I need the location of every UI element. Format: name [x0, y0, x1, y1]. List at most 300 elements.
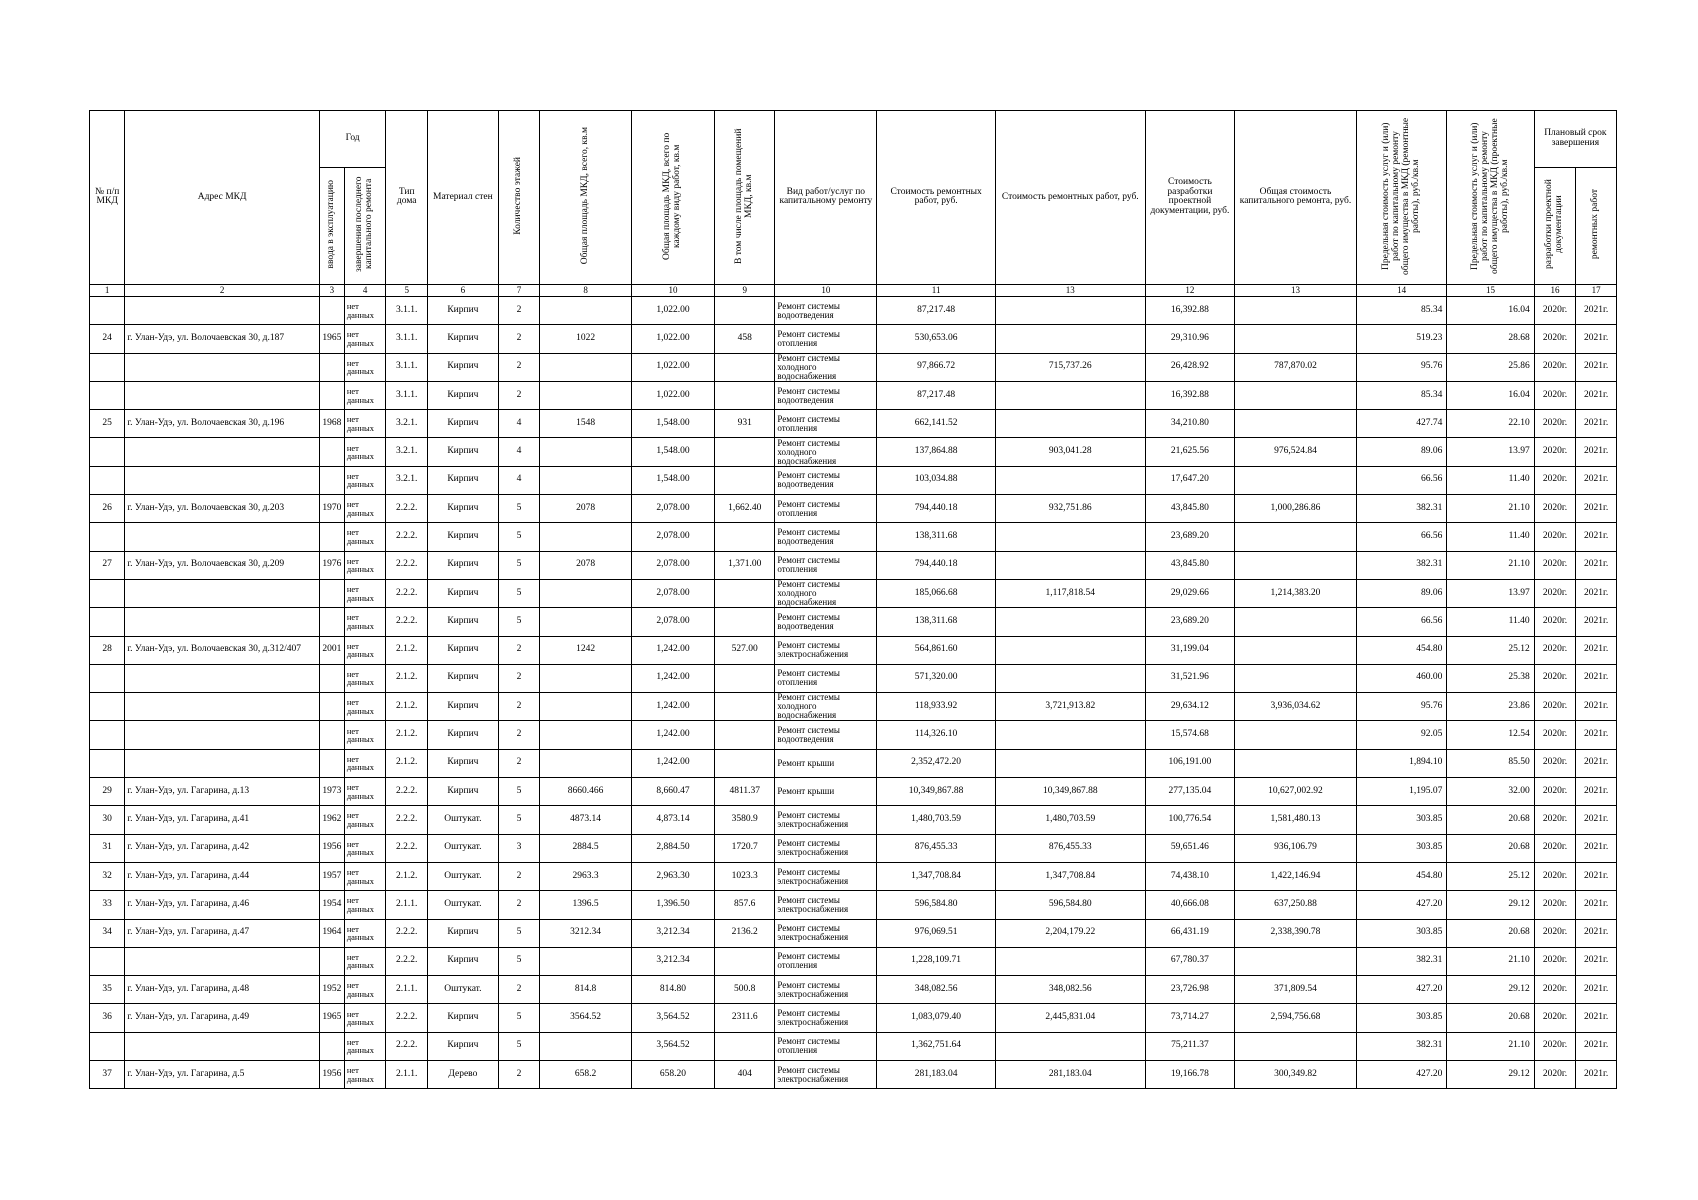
row-address [125, 353, 320, 381]
header-deadline-repair-text: ремонтных работ [1590, 188, 1601, 260]
header-total-area-text: Общая площадь МКД, всего, кв.м [579, 126, 590, 265]
header-deadline-repair [1576, 168, 1617, 285]
row-floors: 5 [498, 523, 540, 551]
row-house-type: 2.1.2. [386, 664, 428, 692]
row-living-area [715, 1032, 775, 1060]
row-floors: 2 [498, 353, 540, 381]
row-wall-material: Кирпич [428, 636, 499, 664]
row-repair-cost-total [995, 749, 1145, 777]
row-num [90, 381, 125, 409]
row-year-last-repair: нет данных [344, 438, 386, 466]
row-house-type: 2.1.2. [386, 862, 428, 890]
row-design-cost: 26,428.92 [1145, 353, 1234, 381]
row-area-per-work: 1,548.00 [631, 466, 714, 494]
row-address: г. Улан-Удэ, ул. Гагарина, д.49 [125, 1004, 320, 1032]
row-area-per-work: 2,078.00 [631, 495, 714, 523]
row-design-cost: 75,211.37 [1145, 1032, 1234, 1060]
row-address: г. Улан-Удэ, ул. Гагарина, д.42 [125, 834, 320, 862]
row-num: 35 [90, 976, 125, 1004]
row-address [125, 608, 320, 636]
row-num: 37 [90, 1060, 125, 1088]
row-work-type: Ремонт крыши [775, 778, 877, 806]
row-work-type: Ремонт системы отопления [775, 325, 877, 353]
row-year-last-repair: нет данных [344, 410, 386, 438]
table-row [90, 947, 1617, 975]
row-deadline-design: 2020г. [1534, 438, 1576, 466]
row-address: г. Улан-Удэ, ул. Гагарина, д.41 [125, 806, 320, 834]
column-number: 5 [386, 284, 428, 296]
row-total-area: 2078 [540, 495, 632, 523]
row-year-commission: 2001 [319, 636, 344, 664]
row-repair-cost-total [995, 664, 1145, 692]
row-repair-cost: 281,183.04 [877, 1060, 996, 1088]
row-year-commission [319, 693, 344, 721]
row-living-area: 458 [715, 325, 775, 353]
row-limit-design: 23.86 [1447, 693, 1534, 721]
row-work-type: Ремонт системы электроснабжения [775, 919, 877, 947]
row-num: 26 [90, 495, 125, 523]
header-limit-repair-text: Предельная стоимость услуг и (или) работ по капитальному ремонту общего имущества в МКД (ремонтные работы), руб./кв.м [1380, 116, 1421, 275]
row-floors: 5 [498, 806, 540, 834]
row-design-cost: 59,651.46 [1145, 834, 1234, 862]
row-house-type: 2.2.2. [386, 919, 428, 947]
row-floors: 2 [498, 891, 540, 919]
row-total-area: 4873.14 [540, 806, 632, 834]
row-repair-cost-total [995, 523, 1145, 551]
row-design-cost: 31,521.96 [1145, 664, 1234, 692]
row-wall-material: Кирпич [428, 523, 499, 551]
row-limit-design: 85.50 [1447, 749, 1534, 777]
row-living-area: 404 [715, 1060, 775, 1088]
row-year-commission: 1965 [319, 325, 344, 353]
row-total-area [540, 693, 632, 721]
row-year-last-repair: нет данных [344, 353, 386, 381]
row-house-type: 2.1.2. [386, 749, 428, 777]
row-living-area: 500.8 [715, 976, 775, 1004]
row-address [125, 438, 320, 466]
column-number: 7 [498, 284, 540, 296]
table-row [90, 749, 1617, 777]
row-work-type: Ремонт системы холодного водоснабжения [775, 438, 877, 466]
row-repair-cost-total: 2,204,179.22 [995, 919, 1145, 947]
row-floors: 5 [498, 551, 540, 579]
row-year-commission [319, 438, 344, 466]
row-repair-cost-total: 10,349,867.88 [995, 778, 1145, 806]
row-living-area: 2136.2 [715, 919, 775, 947]
row-area-per-work: 3,564.52 [631, 1032, 714, 1060]
row-deadline-design: 2020г. [1534, 1004, 1576, 1032]
row-limit-repair: 85.34 [1356, 381, 1446, 409]
row-deadline-repair: 2021г. [1576, 466, 1617, 494]
row-repair-cost: 87,217.48 [877, 296, 996, 324]
row-repair-cost: 137,864.88 [877, 438, 996, 466]
column-number: 14 [1356, 284, 1446, 296]
repair-table [89, 110, 1617, 1089]
column-number: 4 [344, 284, 386, 296]
row-num [90, 947, 125, 975]
row-wall-material: Оштукат. [428, 834, 499, 862]
row-year-last-repair: нет данных [344, 1060, 386, 1088]
row-floors: 2 [498, 976, 540, 1004]
row-total-area [540, 579, 632, 607]
row-work-type: Ремонт крыши [775, 749, 877, 777]
row-deadline-repair: 2021г. [1576, 381, 1617, 409]
row-work-type: Ремонт системы электроснабжения [775, 976, 877, 1004]
row-repair-cost-total: 1,480,703.59 [995, 806, 1145, 834]
row-limit-repair: 1,195.07 [1356, 778, 1446, 806]
row-living-area: 4811.37 [715, 778, 775, 806]
row-deadline-design: 2020г. [1534, 806, 1576, 834]
row-total-cost [1235, 410, 1357, 438]
row-area-per-work: 1,022.00 [631, 296, 714, 324]
row-limit-repair: 427.20 [1356, 891, 1446, 919]
row-repair-cost-total [995, 466, 1145, 494]
row-work-type: Ремонт системы водоотведения [775, 466, 877, 494]
row-area-per-work: 4,873.14 [631, 806, 714, 834]
row-total-cost: 3,936,034.62 [1235, 693, 1357, 721]
row-address [125, 523, 320, 551]
row-year-commission [319, 664, 344, 692]
row-deadline-design: 2020г. [1534, 551, 1576, 579]
row-area-per-work: 1,396.50 [631, 891, 714, 919]
row-house-type: 2.1.1. [386, 891, 428, 919]
row-year-last-repair: нет данных [344, 636, 386, 664]
row-design-cost: 66,431.19 [1145, 919, 1234, 947]
row-limit-repair: 303.85 [1356, 834, 1446, 862]
row-deadline-design: 2020г. [1534, 664, 1576, 692]
row-floors: 4 [498, 466, 540, 494]
row-year-last-repair: нет данных [344, 579, 386, 607]
row-house-type: 2.2.2. [386, 495, 428, 523]
header-wall-material: Материал стен [428, 111, 499, 285]
row-deadline-design: 2020г. [1534, 636, 1576, 664]
row-area-per-work: 3,564.52 [631, 1004, 714, 1032]
column-number: 16 [1534, 284, 1576, 296]
row-area-per-work: 2,078.00 [631, 579, 714, 607]
row-num: 33 [90, 891, 125, 919]
row-wall-material: Кирпич [428, 947, 499, 975]
row-area-per-work: 3,212.34 [631, 947, 714, 975]
row-limit-repair: 427.20 [1356, 1060, 1446, 1088]
row-repair-cost-total: 932,751.86 [995, 495, 1145, 523]
row-year-last-repair: нет данных [344, 381, 386, 409]
row-year-last-repair: нет данных [344, 495, 386, 523]
row-limit-repair: 303.85 [1356, 1004, 1446, 1032]
row-living-area [715, 947, 775, 975]
row-wall-material: Кирпич [428, 749, 499, 777]
row-design-cost: 34,210.80 [1145, 410, 1234, 438]
row-deadline-repair: 2021г. [1576, 353, 1617, 381]
row-year-commission: 1973 [319, 778, 344, 806]
header-year-group: Год [319, 111, 386, 168]
document-sheet [89, 110, 1617, 1089]
header-living-area [715, 111, 775, 285]
row-year-commission: 1956 [319, 1060, 344, 1088]
row-repair-cost-total [995, 381, 1145, 409]
row-limit-repair: 85.34 [1356, 296, 1446, 324]
header-year-last-repair [344, 168, 386, 285]
row-year-last-repair: нет данных [344, 664, 386, 692]
row-design-cost: 15,574.68 [1145, 721, 1234, 749]
row-deadline-design: 2020г. [1534, 495, 1576, 523]
row-total-area [540, 1032, 632, 1060]
table-row [90, 1032, 1617, 1060]
row-floors: 2 [498, 693, 540, 721]
row-address [125, 1032, 320, 1060]
row-area-per-work: 2,078.00 [631, 523, 714, 551]
row-design-cost: 19,166.78 [1145, 1060, 1234, 1088]
row-limit-repair: 454.80 [1356, 636, 1446, 664]
row-num: 31 [90, 834, 125, 862]
table-row [90, 664, 1617, 692]
row-address: г. Улан-Удэ, ул. Волочаевская 30, д.209 [125, 551, 320, 579]
row-house-type: 3.2.1. [386, 466, 428, 494]
row-total-area: 2078 [540, 551, 632, 579]
row-year-last-repair: нет данных [344, 551, 386, 579]
row-limit-repair: 95.76 [1356, 353, 1446, 381]
row-area-per-work: 1,022.00 [631, 381, 714, 409]
row-wall-material: Кирпич [428, 919, 499, 947]
row-total-area [540, 296, 632, 324]
table-row [90, 495, 1617, 523]
column-number: 13 [1235, 284, 1357, 296]
row-year-last-repair: нет данных [344, 523, 386, 551]
row-design-cost: 23,726.98 [1145, 976, 1234, 1004]
row-wall-material: Кирпич [428, 693, 499, 721]
row-house-type: 2.1.2. [386, 721, 428, 749]
row-work-type: Ремонт системы электроснабжения [775, 806, 877, 834]
row-work-type: Ремонт системы электроснабжения [775, 834, 877, 862]
row-deadline-repair: 2021г. [1576, 919, 1617, 947]
table-row [90, 551, 1617, 579]
row-repair-cost-total: 348,082.56 [995, 976, 1145, 1004]
row-total-area: 1242 [540, 636, 632, 664]
row-limit-design: 29.12 [1447, 891, 1534, 919]
table-row [90, 579, 1617, 607]
row-limit-repair: 66.56 [1356, 466, 1446, 494]
row-year-commission [319, 608, 344, 636]
row-year-last-repair: нет данных [344, 749, 386, 777]
row-year-commission: 1976 [319, 551, 344, 579]
row-total-cost [1235, 749, 1357, 777]
table-row [90, 438, 1617, 466]
row-limit-repair: 427.20 [1356, 976, 1446, 1004]
row-total-cost: 10,627,002.92 [1235, 778, 1357, 806]
row-limit-design: 25.12 [1447, 636, 1534, 664]
row-deadline-repair: 2021г. [1576, 296, 1617, 324]
row-repair-cost-total [995, 947, 1145, 975]
table-row [90, 353, 1617, 381]
row-total-cost [1235, 664, 1357, 692]
row-floors: 5 [498, 778, 540, 806]
row-num: 32 [90, 862, 125, 890]
row-work-type: Ремонт системы электроснабжения [775, 636, 877, 664]
row-year-commission: 1968 [319, 410, 344, 438]
row-year-last-repair: нет данных [344, 976, 386, 1004]
row-limit-repair: 427.74 [1356, 410, 1446, 438]
row-year-last-repair: нет данных [344, 466, 386, 494]
row-wall-material: Кирпич [428, 1032, 499, 1060]
row-deadline-design: 2020г. [1534, 778, 1576, 806]
row-deadline-design: 2020г. [1534, 1032, 1576, 1060]
row-house-type: 2.2.2. [386, 551, 428, 579]
row-total-area [540, 523, 632, 551]
row-wall-material: Кирпич [428, 664, 499, 692]
row-floors: 2 [498, 721, 540, 749]
row-total-area: 2963.3 [540, 862, 632, 890]
row-house-type: 3.2.1. [386, 410, 428, 438]
header-total-cost: Общая стоимость капитального ремонта, руб. [1235, 111, 1357, 285]
row-address: г. Улан-Удэ, ул. Волочаевская 30, д.187 [125, 325, 320, 353]
row-wall-material: Кирпич [428, 466, 499, 494]
row-year-last-repair: нет данных [344, 296, 386, 324]
header-deadline-group: Плановый срок завершения [1534, 111, 1616, 168]
column-number: 10 [631, 284, 714, 296]
row-limit-repair: 89.06 [1356, 579, 1446, 607]
row-floors: 2 [498, 664, 540, 692]
row-wall-material: Оштукат. [428, 806, 499, 834]
table-row [90, 636, 1617, 664]
row-address [125, 579, 320, 607]
row-repair-cost: 976,069.51 [877, 919, 996, 947]
row-address [125, 693, 320, 721]
row-limit-design: 13.97 [1447, 579, 1534, 607]
column-number: 8 [540, 284, 632, 296]
column-number: 15 [1447, 284, 1534, 296]
row-repair-cost-total: 596,584.80 [995, 891, 1145, 919]
row-num [90, 579, 125, 607]
row-deadline-design: 2020г. [1534, 749, 1576, 777]
row-deadline-design: 2020г. [1534, 466, 1576, 494]
column-number: 13 [995, 284, 1145, 296]
column-number: 10 [775, 284, 877, 296]
row-year-last-repair: нет данных [344, 806, 386, 834]
row-living-area: 1023.3 [715, 862, 775, 890]
row-year-commission [319, 721, 344, 749]
row-floors: 2 [498, 749, 540, 777]
row-num [90, 438, 125, 466]
row-living-area [715, 353, 775, 381]
row-year-commission: 1970 [319, 495, 344, 523]
row-limit-design: 22.10 [1447, 410, 1534, 438]
row-design-cost: 23,689.20 [1145, 608, 1234, 636]
row-deadline-repair: 2021г. [1576, 976, 1617, 1004]
row-total-cost: 300,349.82 [1235, 1060, 1357, 1088]
row-deadline-repair: 2021г. [1576, 749, 1617, 777]
row-address: г. Улан-Удэ, ул. Гагарина, д.46 [125, 891, 320, 919]
row-wall-material: Кирпич [428, 410, 499, 438]
row-deadline-repair: 2021г. [1576, 551, 1617, 579]
row-year-commission [319, 466, 344, 494]
row-living-area [715, 466, 775, 494]
row-repair-cost: 571,320.00 [877, 664, 996, 692]
row-repair-cost: 10,349,867.88 [877, 778, 996, 806]
row-design-cost: 277,135.04 [1145, 778, 1234, 806]
row-total-area: 1396.5 [540, 891, 632, 919]
row-address: г. Улан-Удэ, ул. Гагарина, д.5 [125, 1060, 320, 1088]
row-floors: 5 [498, 947, 540, 975]
row-work-type: Ремонт системы холодного водоснабжения [775, 353, 877, 381]
row-floors: 5 [498, 579, 540, 607]
row-house-type: 2.2.2. [386, 947, 428, 975]
row-design-cost: 29,310.96 [1145, 325, 1234, 353]
header-limit-repair [1356, 111, 1446, 285]
row-design-cost: 17,647.20 [1145, 466, 1234, 494]
row-total-area [540, 353, 632, 381]
row-address: г. Улан-Удэ, ул. Гагарина, д.47 [125, 919, 320, 947]
table-row [90, 410, 1617, 438]
row-limit-repair: 382.31 [1356, 947, 1446, 975]
row-year-last-repair: нет данных [344, 834, 386, 862]
table-row [90, 891, 1617, 919]
column-number: 2 [125, 284, 320, 296]
row-total-area: 814.8 [540, 976, 632, 1004]
row-num: 36 [90, 1004, 125, 1032]
row-limit-design: 29.12 [1447, 1060, 1534, 1088]
row-total-cost: 976,524.84 [1235, 438, 1357, 466]
row-repair-cost: 1,083,079.40 [877, 1004, 996, 1032]
row-repair-cost-total: 3,721,913.82 [995, 693, 1145, 721]
row-design-cost: 74,438.10 [1145, 862, 1234, 890]
row-design-cost: 31,199.04 [1145, 636, 1234, 664]
row-limit-design: 28.68 [1447, 325, 1534, 353]
row-repair-cost-total: 2,445,831.04 [995, 1004, 1145, 1032]
row-total-area [540, 749, 632, 777]
row-area-per-work: 2,963.30 [631, 862, 714, 890]
table-row [90, 608, 1617, 636]
row-living-area: 857.6 [715, 891, 775, 919]
row-year-commission: 1954 [319, 891, 344, 919]
table-body [90, 296, 1617, 1088]
table-row [90, 834, 1617, 862]
row-area-per-work: 1,548.00 [631, 410, 714, 438]
row-repair-cost-total [995, 1032, 1145, 1060]
row-total-cost: 1,000,286.86 [1235, 495, 1357, 523]
row-repair-cost: 138,311.68 [877, 608, 996, 636]
row-total-area: 1022 [540, 325, 632, 353]
row-deadline-repair: 2021г. [1576, 410, 1617, 438]
row-area-per-work: 1,022.00 [631, 325, 714, 353]
row-house-type: 2.2.2. [386, 523, 428, 551]
row-wall-material: Кирпич [428, 325, 499, 353]
row-year-commission: 1952 [319, 976, 344, 1004]
header-limit-design [1447, 111, 1534, 285]
row-address: г. Улан-Удэ, ул. Гагарина, д.44 [125, 862, 320, 890]
header-deadline-design [1534, 168, 1576, 285]
row-floors: 4 [498, 438, 540, 466]
row-limit-design: 11.40 [1447, 608, 1534, 636]
row-num [90, 466, 125, 494]
row-work-type: Ремонт системы электроснабжения [775, 1004, 877, 1032]
row-repair-cost-total: 876,455.33 [995, 834, 1145, 862]
row-total-area [540, 947, 632, 975]
row-num [90, 523, 125, 551]
row-wall-material: Кирпич [428, 1004, 499, 1032]
row-work-type: Ремонт системы водоотведения [775, 523, 877, 551]
row-wall-material: Кирпич [428, 495, 499, 523]
row-house-type: 2.1.1. [386, 976, 428, 1004]
row-year-commission [319, 353, 344, 381]
row-repair-cost: 794,440.18 [877, 495, 996, 523]
row-repair-cost: 118,933.92 [877, 693, 996, 721]
row-area-per-work: 1,022.00 [631, 353, 714, 381]
row-year-last-repair: нет данных [344, 721, 386, 749]
row-deadline-design: 2020г. [1534, 381, 1576, 409]
row-house-type: 2.1.1. [386, 1060, 428, 1088]
row-limit-design: 21.10 [1447, 947, 1534, 975]
row-num [90, 296, 125, 324]
row-limit-design: 32.00 [1447, 778, 1534, 806]
